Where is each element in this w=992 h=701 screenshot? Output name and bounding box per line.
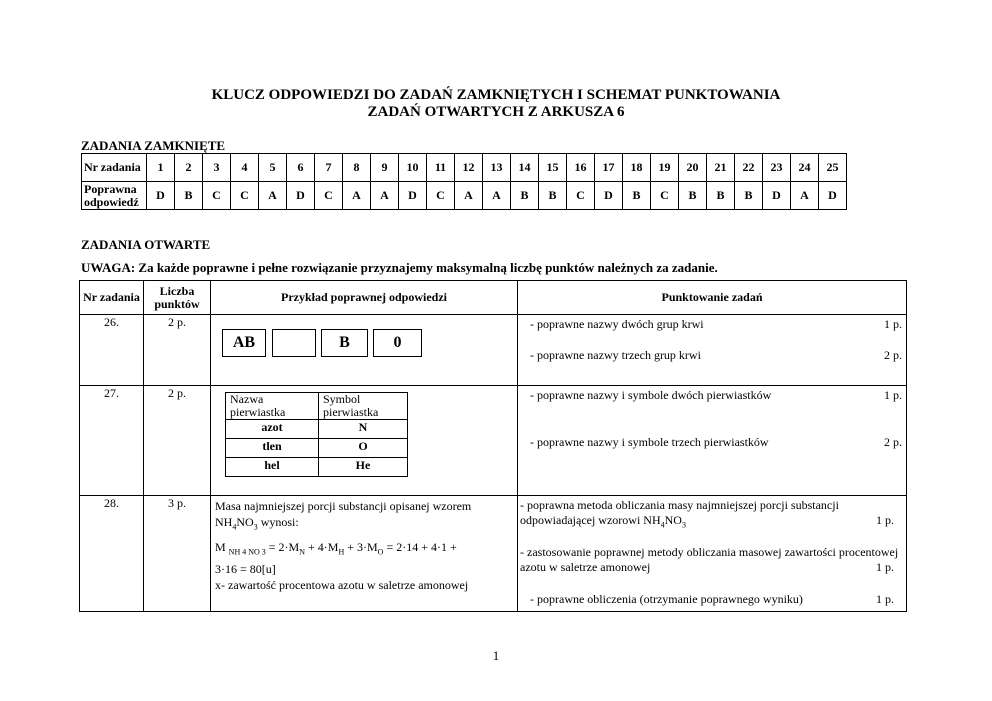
t27-score-1: - poprawne nazwy i symbole dwóch pierwiastków [530,388,772,402]
answer-cell: A [483,182,511,210]
task-number-cell: 19 [651,154,679,182]
task-number-cell: 23 [763,154,791,182]
answer-cell: C [231,182,259,210]
answer-cell: A [455,182,483,210]
element-name: azot [226,420,319,439]
element-name: hel [226,458,319,477]
header-example: Przykład poprawnej odpowiedzi [211,281,518,315]
answer-cell: D [147,182,175,210]
task-26-example [211,315,518,386]
answer-cell: C [203,182,231,210]
open-tasks-table [79,280,907,612]
task-number-cell: 1 [147,154,175,182]
task-28-points: 3 p. [144,496,211,612]
closed-numbers-row [82,154,847,182]
task-number-cell: 8 [343,154,371,182]
answer-cell: B [539,182,567,210]
answer-cell: D [287,182,315,210]
task-number-cell: 16 [567,154,595,182]
answer-cell: C [427,182,455,210]
row-label-answer: Poprawna odpowiedź [82,182,147,210]
elements-col-name: Nazwa pierwiastka [226,393,319,420]
task-number-cell: 20 [679,154,707,182]
t28-score-3-points: 1 p. [876,592,894,606]
answer-cell: C [567,182,595,210]
t28-score-3: - poprawne obliczenia (otrzymanie poprawnego wyniku) [530,592,803,606]
closed-answers-table [81,153,847,210]
answer-cell: D [819,182,847,210]
task-number-cell: 13 [483,154,511,182]
element-symbol: O [319,439,408,458]
task-number-cell: 6 [287,154,315,182]
task-28-row [80,496,907,612]
t28-example-formula: M $_{NH 4 NO 3} = 2\cdot M_N + 4\cdot M_H + 3\cdot M_O = 2\cdot 14 + 4\cdot 1$ + [215,540,457,557]
answer-cell: A [259,182,287,210]
row-label-nr: Nr zadania [82,154,147,182]
answer-cell: A [343,182,371,210]
task-28-scoring [518,496,907,612]
task-number-cell: 24 [791,154,819,182]
t28-example-intro: Masa najmniejszej porcji substancji opisanej wzorem $NH_4NO_3$ wynosi: [215,499,472,532]
task-number-cell: 5 [259,154,287,182]
answer-cell: D [763,182,791,210]
task-number-cell: 7 [315,154,343,182]
answer-cell: B [623,182,651,210]
task-number-cell: 18 [623,154,651,182]
task-number-cell: 21 [707,154,735,182]
answer-cell: D [399,182,427,210]
header-nr: Nr zadania [80,281,144,315]
task-number-cell: 3 [203,154,231,182]
t28-score-1: - poprawna metoda obliczania masy najmniejszej porcji substancji odpowiadającej wzorowi $NH_4NO_3$ [520,498,839,530]
element-name: tlen [226,439,319,458]
answer-cell: C [651,182,679,210]
t26-score-2-points: 2 p. [884,348,902,362]
task-27-scoring [518,386,907,496]
header-scoring: Punktowanie zadań [518,281,907,315]
task-number-cell: 11 [427,154,455,182]
task-number-cell: 25 [819,154,847,182]
task-26-points: 2 p. [144,315,211,386]
task-26-row [80,315,907,386]
task-number-cell: 17 [595,154,623,182]
t26-score-2: - poprawne nazwy trzech grup krwi [530,348,701,362]
elements-table [225,392,408,477]
blood-group-box-4: 0 [373,329,422,357]
answer-cell: B [707,182,735,210]
task-number-cell: 15 [539,154,567,182]
task-26-scoring [518,315,907,386]
task-27-row [80,386,907,496]
blood-group-box-1: AB [222,329,266,357]
task-number-cell: 22 [735,154,763,182]
t28-example-result: 3·16 = 80[u] [215,561,276,576]
answer-cell: C [315,182,343,210]
elements-col-symbol: Symbol pierwiastka [319,393,408,420]
blood-group-box-3: B [321,329,368,357]
t27-score-2: - poprawne nazwy i symbole trzech pierwiastków [530,435,769,449]
t26-score-1: - poprawne nazwy dwóch grup krwi [530,317,704,331]
t28-score-1-points: 1 p. [876,513,894,527]
task-number-cell: 9 [371,154,399,182]
t28-example-x: x- zawartość procentowa azotu w saletrze amonowej [215,577,469,592]
closed-heading: ZADANIA ZAMKNIĘTE [81,138,226,153]
title-line-1: KLUCZ ODPOWIEDZI DO ZADAŃ ZAMKNIĘTYCH I SCHEMAT PUNKTOWANIA [211,87,781,103]
answer-cell: B [735,182,763,210]
page-number: 1 [492,648,500,663]
open-heading: ZADANIA OTWARTE [81,237,211,252]
task-number-cell: 10 [399,154,427,182]
task-28-nr: 28. [80,496,144,612]
element-symbol: He [319,458,408,477]
task-number-cell: 12 [455,154,483,182]
title-line-2: ZADAŃ OTWARTYCH Z ARKUSZA 6 [367,104,625,120]
blood-group-box-2 [272,329,316,357]
task-number-cell: 2 [175,154,203,182]
answer-cell: A [791,182,819,210]
task-27-points: 2 p. [144,386,211,496]
closed-answers-row [82,182,847,210]
task-28-example [211,496,518,612]
answer-cell: B [175,182,203,210]
header-points: Liczba punktów [144,281,211,315]
task-number-cell: 14 [511,154,539,182]
task-27-example [211,386,518,496]
t27-score-2-points: 2 p. [884,435,902,449]
answer-cell: B [679,182,707,210]
answer-cell: A [371,182,399,210]
t26-score-1-points: 1 p. [884,317,902,331]
task-number-cell: 4 [231,154,259,182]
task-26-nr: 26. [80,315,144,386]
answer-cell: D [595,182,623,210]
element-symbol: N [319,420,408,439]
open-header-row [80,281,907,315]
t27-score-1-points: 1 p. [884,388,902,402]
t28-score-2-points: 1 p. [876,560,894,574]
answer-cell: B [511,182,539,210]
task-27-nr: 27. [80,386,144,496]
open-note: UWAGA: Za każde poprawne i pełne rozwiązanie przyznajemy maksymalną liczbę punktów należnych za zadanie. [81,260,718,275]
t28-score-2: - zastosowanie poprawnej metody obliczania masowej zawartości procentowej azotu w saletrze amonowej [520,545,899,574]
